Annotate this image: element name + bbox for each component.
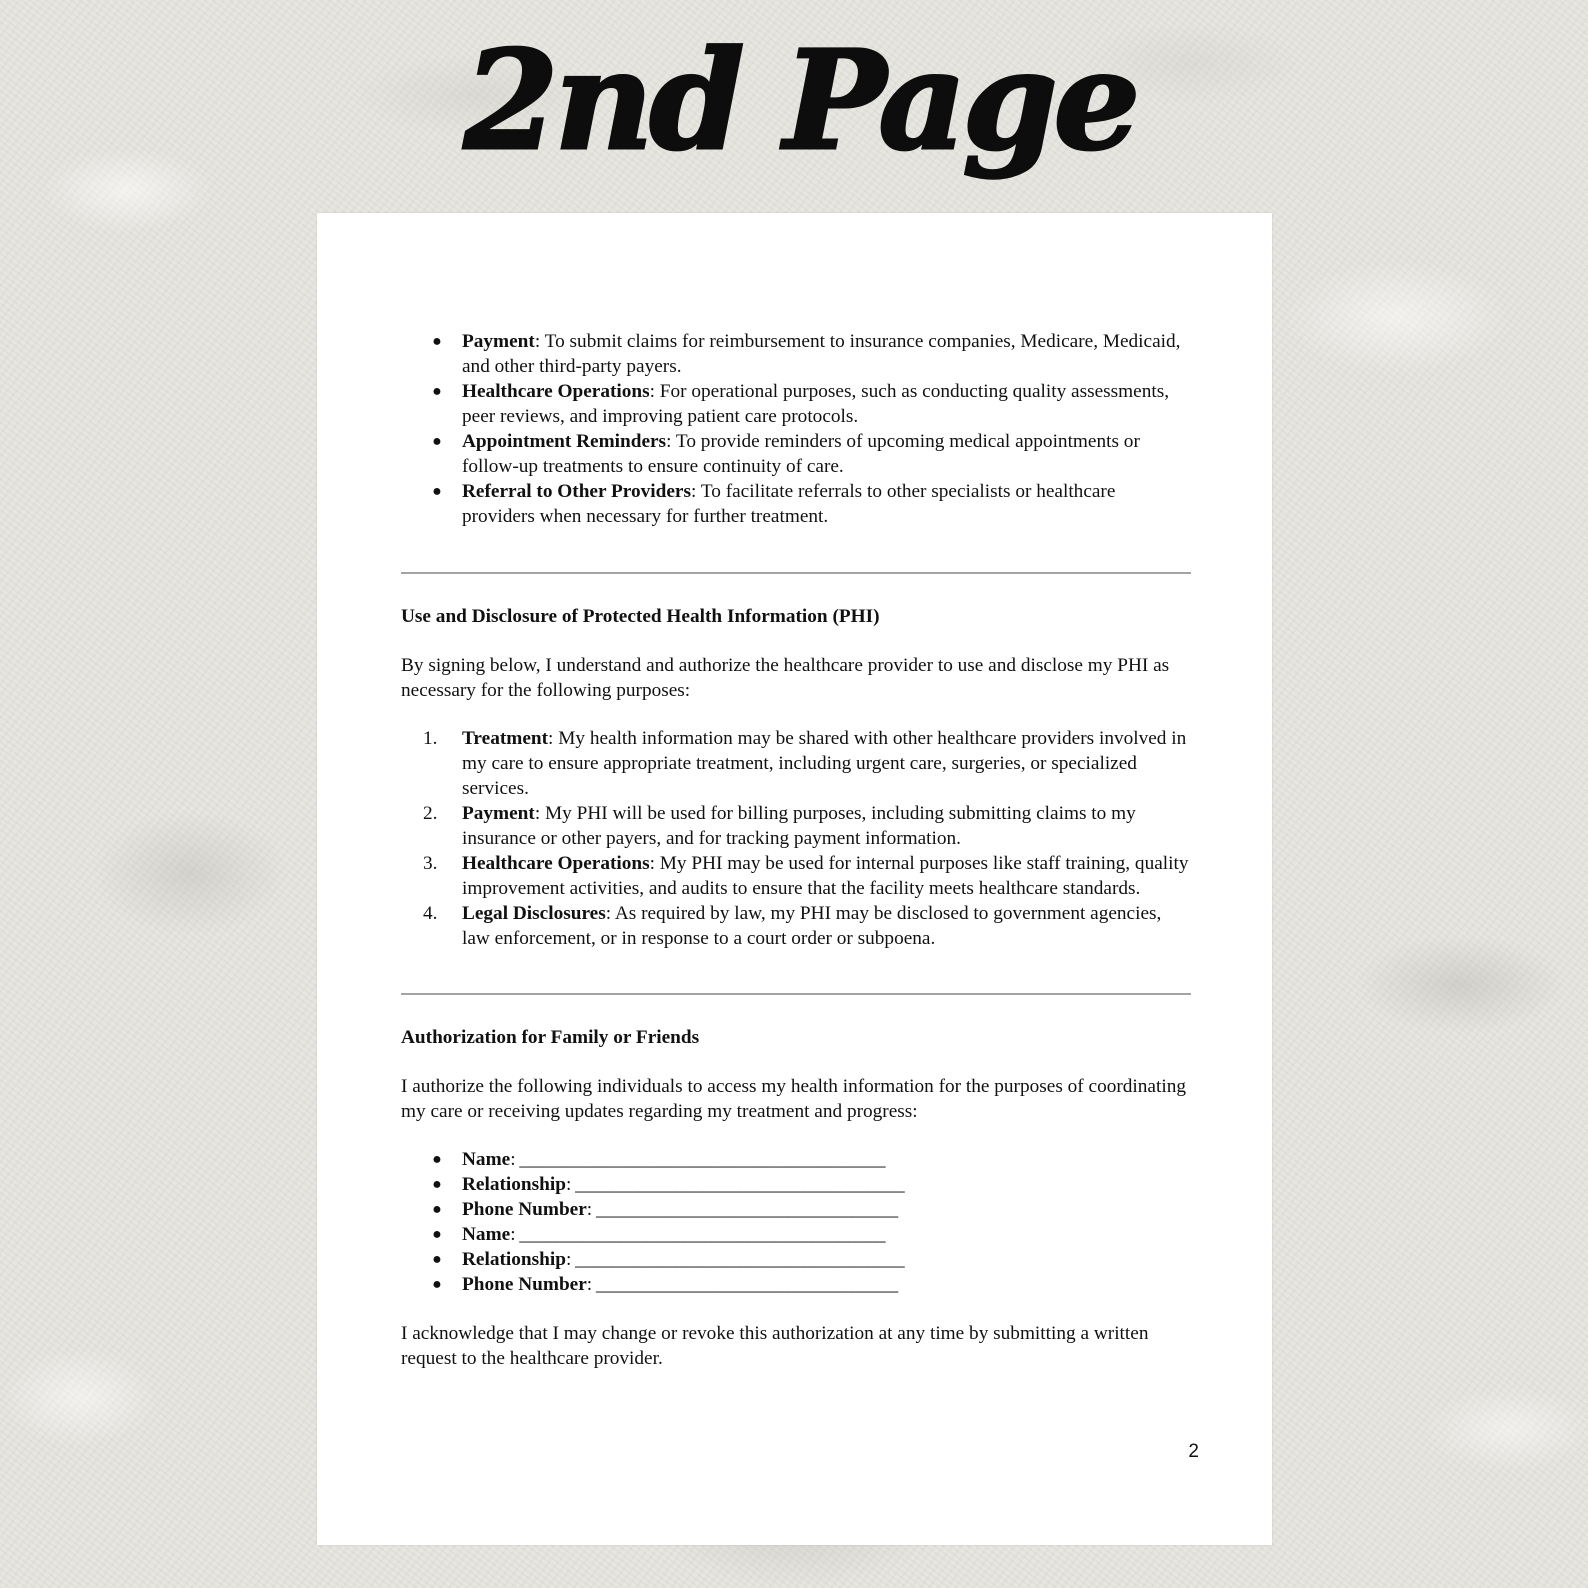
acknowledgement-paragraph: I acknowledge that I may change or revoke this authorization at any time by submitting a written request to the healthcare provider. bbox=[401, 1323, 1149, 1369]
item-text: : To submit claims for reimbursement to insurance companies, Medicare, Medicaid, and other third-party payers. bbox=[462, 331, 1181, 377]
field-label: Relationship bbox=[462, 1174, 566, 1195]
authorized-individuals-list bbox=[401, 1147, 1191, 1297]
family-intro-paragraph: I authorize the following individuals to access my health information for the purposes of coordinating my care or receiving updates regarding my treatment and progress: bbox=[401, 1076, 1186, 1122]
bullet-icon: ● bbox=[432, 433, 442, 450]
bullet-icon: ● bbox=[432, 483, 442, 500]
page-number: 2 bbox=[1188, 1441, 1199, 1462]
document-body bbox=[401, 329, 1191, 1371]
item-text: : My PHI will be used for billing purposes, including submitting claims to my insurance or other payers, and for tracking payment information. bbox=[462, 803, 1136, 849]
bullet-icon: ● bbox=[432, 1201, 442, 1218]
list-item bbox=[401, 851, 1191, 901]
item-text: : To provide reminders of upcoming medical appointments or follow-up treatments to ensure continuity of care. bbox=[462, 431, 1140, 477]
field-blank-line[interactable]: : _________________________________ bbox=[586, 1274, 898, 1295]
field-label: Phone Number bbox=[462, 1274, 587, 1295]
list-item bbox=[401, 379, 1191, 429]
name-field-1[interactable] bbox=[401, 1147, 1191, 1172]
item-text: : As required by law, my PHI may be disclosed to government agencies, law enforcement, or in response to a court order or subpoena. bbox=[462, 903, 1162, 949]
name-field-2[interactable] bbox=[401, 1222, 1191, 1247]
phi-section-heading: Use and Disclosure of Protected Health Information (PHI) bbox=[401, 606, 880, 627]
item-text: : For operational purposes, such as conducting quality assessments, peer reviews, and improving patient care protocols. bbox=[462, 381, 1170, 427]
phi-intro-paragraph: By signing below, I understand and authorize the healthcare provider to use and disclose my PHI as necessary for the following purposes: bbox=[401, 655, 1170, 701]
item-number: 1. bbox=[423, 728, 438, 749]
bullet-icon: ● bbox=[432, 1176, 442, 1193]
list-item bbox=[401, 479, 1191, 529]
item-term: Legal Disclosures bbox=[462, 903, 606, 924]
item-text: : To facilitate referrals to other specialists or healthcare providers when necessary for further treatment. bbox=[462, 481, 1116, 527]
document-page bbox=[317, 213, 1272, 1545]
item-text: : My PHI may be used for internal purposes like staff training, quality improvement activities, and audits to ensure that the facility meets healthcare standards. bbox=[462, 853, 1189, 899]
item-text: : My health information may be shared with other healthcare providers involved in my care to ensure appropriate treatment, including urgent care, surgeries, or specialized services. bbox=[462, 728, 1187, 799]
section-divider bbox=[401, 572, 1191, 574]
phone-number-field-2[interactable] bbox=[401, 1272, 1191, 1297]
field-label: Name bbox=[462, 1224, 511, 1245]
purposes-bullet-list bbox=[401, 329, 1191, 529]
bullet-icon: ● bbox=[432, 333, 442, 350]
list-item bbox=[401, 801, 1191, 851]
field-blank-line[interactable]: : ________________________________________ bbox=[510, 1224, 885, 1245]
bullet-icon: ● bbox=[432, 383, 442, 400]
bullet-icon: ● bbox=[432, 1151, 442, 1168]
field-label: Relationship bbox=[462, 1249, 566, 1270]
list-item bbox=[401, 726, 1191, 801]
bullet-icon: ● bbox=[432, 1251, 442, 1268]
relationship-field-2[interactable] bbox=[401, 1247, 1191, 1272]
field-blank-line[interactable]: : ____________________________________ bbox=[565, 1174, 905, 1195]
field-label: Name bbox=[462, 1149, 511, 1170]
list-item bbox=[401, 901, 1191, 951]
brush-script-lettering bbox=[0, 0, 1588, 210]
field-blank-line[interactable]: : ____________________________________ bbox=[565, 1249, 905, 1270]
item-term: Healthcare Operations bbox=[462, 853, 650, 874]
section-divider bbox=[401, 993, 1191, 995]
list-item bbox=[401, 329, 1191, 379]
item-number: 2. bbox=[423, 803, 438, 824]
bullet-icon: ● bbox=[432, 1226, 442, 1243]
item-number: 3. bbox=[423, 853, 438, 874]
banner-title-text: 2nd Page bbox=[463, 21, 1137, 181]
field-blank-line[interactable]: : _________________________________ bbox=[586, 1199, 898, 1220]
item-term: Payment bbox=[462, 331, 535, 352]
item-term: Payment bbox=[462, 803, 535, 824]
phi-numbered-list bbox=[401, 726, 1191, 951]
item-term: Treatment bbox=[462, 728, 549, 749]
item-number: 4. bbox=[423, 903, 438, 924]
family-section-heading: Authorization for Family or Friends bbox=[401, 1027, 700, 1048]
field-label: Phone Number bbox=[462, 1199, 587, 1220]
list-item bbox=[401, 429, 1191, 479]
field-blank-line[interactable]: : ________________________________________ bbox=[510, 1149, 885, 1170]
bullet-icon: ● bbox=[432, 1276, 442, 1293]
phone-number-field-1[interactable] bbox=[401, 1197, 1191, 1222]
page-banner-title bbox=[0, 0, 1588, 210]
item-term: Healthcare Operations bbox=[462, 381, 650, 402]
item-term: Referral to Other Providers bbox=[462, 481, 691, 502]
relationship-field-1[interactable] bbox=[401, 1172, 1191, 1197]
item-term: Appointment Reminders bbox=[462, 431, 667, 452]
